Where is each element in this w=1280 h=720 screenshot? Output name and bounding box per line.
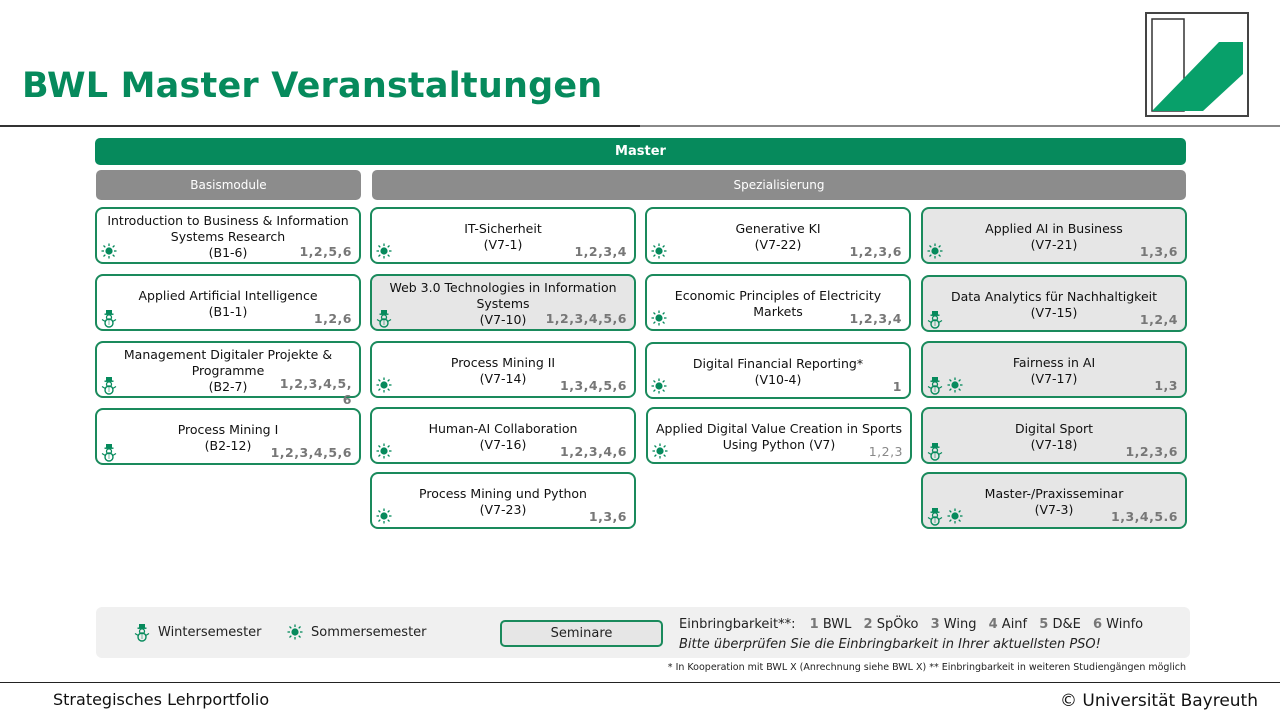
module-card[interactable] [370, 407, 636, 464]
module-card[interactable] [95, 341, 361, 407]
sun-icon [101, 243, 117, 259]
einbringbarkeit-numbers: 1,2,3,6 [1125, 444, 1178, 459]
module-title: Generative KI (V7-22) [735, 221, 821, 252]
einbringbarkeit-numbers: 1,3,6 [588, 509, 627, 524]
einbringbarkeit-legend: Einbringbarkeit**: 1 BWL 2 SpÖko 3 Wing 4 Ainf 5 D&E 6 Winfo Bitte überprüfen Sie die Einbringbarkeit in Ihrer aktuellsten PSO! [679, 615, 1143, 655]
einbringbarkeit-numbers: 1,2,3,4,5,6 [545, 311, 627, 326]
einbringbarkeit-numbers: 1,2,5,6 [299, 244, 352, 259]
module-title: Management Digitaler Projekte & Programme (B2-7) [123, 347, 333, 394]
seminar-card[interactable] [921, 275, 1187, 332]
copyright: © Universität Bayreuth [1059, 691, 1258, 711]
module-card[interactable] [645, 342, 911, 399]
seminar-card[interactable] [370, 274, 636, 331]
module-title: Applied Digital Value Creation in Sports Using Python (V7) [655, 421, 903, 452]
module-card[interactable] [95, 207, 361, 264]
einbringbarkeit-numbers: 1,2,3,4,5,6 [270, 445, 352, 460]
module-title: Introduction to Business & Information Systems Research (B1-6) [107, 213, 349, 260]
legend-summer: Sommersemester [287, 624, 427, 640]
module-title: Applied Artificial Intelligence (B1-1) [138, 288, 318, 319]
page-title: BWL Master Veranstaltungen [22, 66, 603, 106]
snowman-icon [101, 377, 117, 393]
einbringbarkeit-numbers: 1,2,3,4,5, 6 [279, 376, 352, 407]
module-title: Web 3.0 Technologies in Information Systems (V7-10) [389, 280, 617, 327]
module-title: Data Analytics für Nachhaltigkeit (V7-15) [950, 289, 1158, 320]
sun-icon [947, 508, 963, 524]
module-card[interactable] [645, 207, 911, 264]
module-title: IT-Sicherheit (V7-1) [464, 221, 542, 252]
sun-icon [651, 378, 667, 394]
sun-icon [652, 443, 668, 459]
sun-icon [947, 377, 963, 393]
seminar-card[interactable] [921, 207, 1187, 264]
snowman-icon [927, 377, 943, 393]
module-title: Digital Sport (V7-18) [1014, 421, 1094, 452]
module-title: Human-AI Collaboration (V7-16) [428, 421, 578, 452]
legend-seminare: Seminare [500, 620, 663, 647]
footer-title: Strategisches Lehrportfolio [53, 690, 270, 709]
einbringbarkeit-numbers: 1 [892, 379, 902, 394]
legend-panel [96, 607, 1190, 658]
seminar-card[interactable] [921, 341, 1187, 398]
sun-icon [376, 243, 392, 259]
module-card[interactable] [95, 274, 361, 331]
sun-icon [376, 508, 392, 524]
snowman-icon [101, 444, 117, 460]
snowman-icon [927, 443, 943, 459]
einbringbarkeit-numbers: 1,3,4,5.6 [1111, 509, 1178, 524]
module-title: Economic Principles of Electricity Markets [674, 288, 882, 319]
module-title: Master-/Praxisseminar (V7-3) [984, 486, 1124, 517]
snowman-icon [927, 311, 943, 327]
sun-icon [376, 443, 392, 459]
einbringbarkeit-numbers: 1,3,6 [1139, 244, 1178, 259]
sun-icon [651, 243, 667, 259]
snowman-icon [376, 310, 392, 326]
einbringbarkeit-numbers: 1,2,4 [1139, 312, 1178, 327]
footer-divider [0, 682, 1280, 683]
sun-icon [376, 377, 392, 393]
legend-winter: Wintersemester [134, 624, 262, 640]
university-logo [1145, 12, 1249, 117]
header-divider [0, 125, 1280, 127]
seminar-card[interactable] [921, 407, 1187, 464]
module-card[interactable] [646, 407, 912, 464]
einbringbarkeit-numbers: 1,2,3,6 [849, 244, 902, 259]
module-card[interactable] [95, 408, 361, 465]
module-title: Applied AI in Business (V7-21) [985, 221, 1123, 252]
module-card[interactable] [370, 207, 636, 264]
module-title: Fairness in AI (V7-17) [1012, 355, 1096, 386]
basismodule-header-bar: Basismodule [96, 170, 361, 200]
einbringbarkeit-numbers: 1,2,3,4 [849, 311, 902, 326]
module-title: Process Mining und Python (V7-23) [419, 486, 587, 517]
snowman-icon [927, 508, 943, 524]
module-card[interactable] [370, 341, 636, 398]
module-title: Digital Financial Reporting* (V10-4) [692, 356, 864, 387]
spezialisierung-header-bar: Spezialisierung [372, 170, 1186, 200]
snowman-icon [134, 624, 150, 640]
seminar-card[interactable] [921, 472, 1187, 529]
sun-icon [651, 310, 667, 326]
sun-icon [927, 243, 943, 259]
module-card[interactable] [370, 472, 636, 529]
sun-icon [287, 624, 303, 640]
master-header-bar: Master [95, 138, 1186, 165]
module-card[interactable] [645, 274, 911, 331]
pso-note: Bitte überprüfen Sie die Einbringbarkeit in Ihrer aktuellsten PSO! [679, 637, 1101, 652]
einbringbarkeit-numbers: 1,3 [1154, 378, 1178, 393]
snowman-icon [101, 310, 117, 326]
einbringbarkeit-numbers: 1,2,3,4,6 [560, 444, 627, 459]
einbringbarkeit-numbers: 1,2,3 [868, 444, 903, 459]
einbringbarkeit-numbers: 1,2,6 [313, 311, 352, 326]
module-title: Process Mining II (V7-14) [450, 355, 556, 386]
einbringbarkeit-numbers: 1,3,4,5,6 [560, 378, 627, 393]
footnote: * In Kooperation mit BWL X (Anrechnung siehe BWL X) ** Einbringbarkeit in weiteren Studiengängen möglich [667, 662, 1186, 673]
module-title: Process Mining I (B2-12) [177, 422, 279, 453]
einbringbarkeit-numbers: 1,2,3,4 [574, 244, 627, 259]
